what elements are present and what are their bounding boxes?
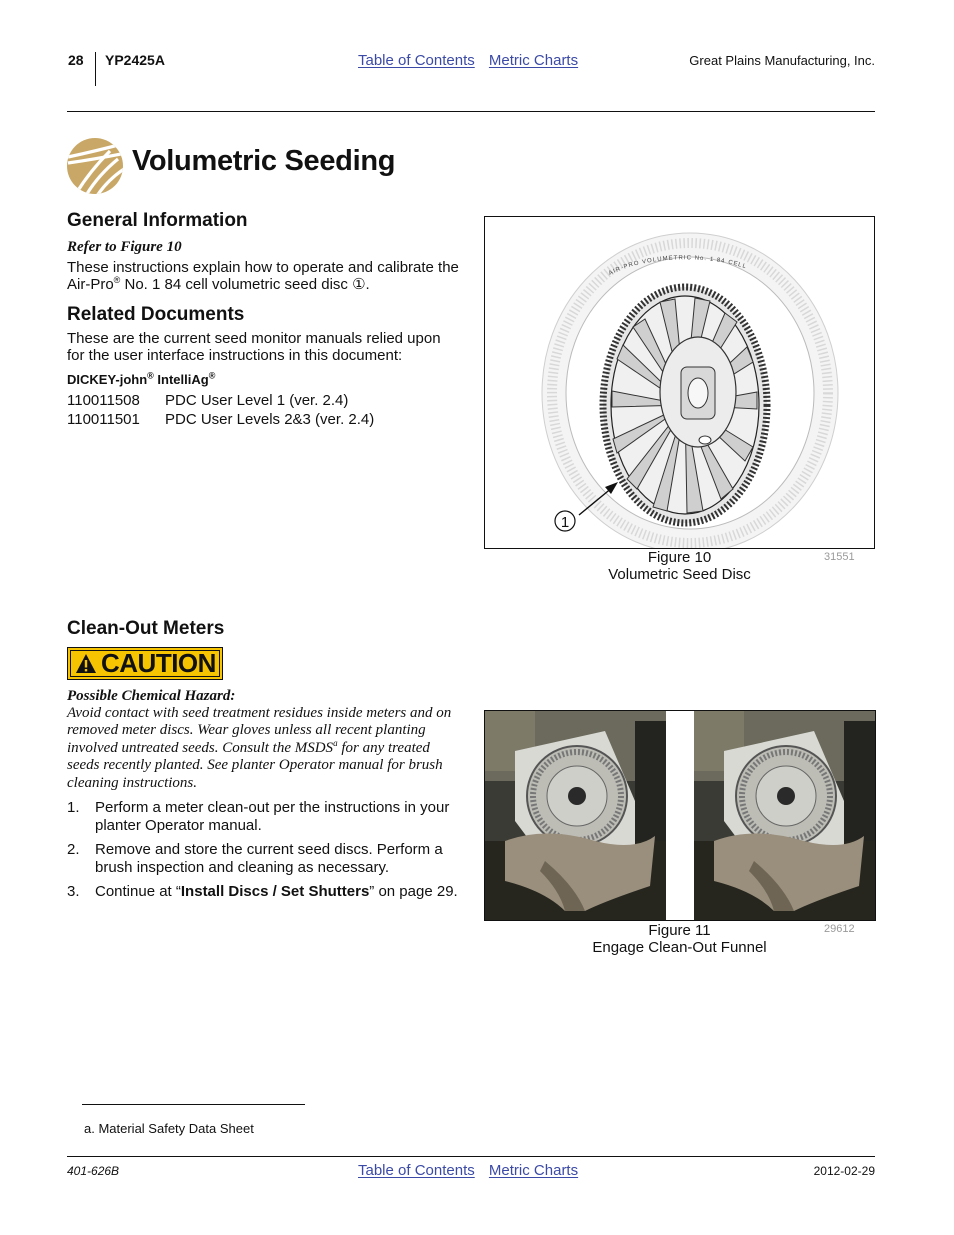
header-rule [67, 111, 875, 112]
company-name: Great Plains Manufacturing, Inc. [689, 53, 875, 68]
toc-link[interactable]: Table of Contents [358, 1162, 475, 1179]
footnote-rule [82, 1104, 305, 1105]
cross-reference: Install Discs / Set Shutters [180, 883, 370, 900]
warning-triangle-icon [75, 653, 97, 674]
figure-10-caption: Figure 10 Volumetric Seed Disc [608, 549, 751, 583]
footer-links [358, 1162, 588, 1179]
header-divider [95, 52, 96, 86]
great-plains-logo-icon [66, 137, 124, 195]
footnote-mark: a [333, 737, 338, 748]
step-list [67, 799, 462, 908]
figure-11-caption: Figure 11 Engage Clean-Out Funnel [592, 922, 767, 956]
caution-badge [67, 647, 223, 680]
caution-label: CAUTION [101, 648, 216, 678]
figure-callout-number: 1 [560, 514, 570, 531]
figure-11-image [484, 710, 876, 921]
related-docs-heading: Related Documents [67, 304, 245, 325]
document-id: YP2425A [105, 52, 165, 68]
general-info-text: These instructions explain how to operate and calibrate the Air-Pro® No. 1 84 cell volumetric seed disc ①. [67, 259, 459, 293]
metric-charts-link[interactable]: Metric Charts [488, 1162, 579, 1179]
clean-out-heading: Clean-Out Meters [67, 618, 225, 639]
callout-number: ① [352, 276, 366, 293]
hazard-title: Possible Chemical Hazard: [67, 688, 236, 704]
svg-text:AIR-PRO VOLUMETRIC No. 1 84 CE: AIR-PRO VOLUMETRIC No. 1 84 CELL [607, 255, 748, 277]
list-item: 2. Remove and store the current seed discs. Perform a brush inspection and cleaning as necessary. [67, 841, 443, 876]
page-number: 28 [68, 52, 84, 68]
general-info-heading: General Information [67, 210, 248, 231]
figure-11-number: 29612 [824, 923, 855, 935]
clean-out-funnel-photos [485, 711, 875, 920]
related-docs-text: These are the current seed monitor manuals relied upon for the user interface instructions in this document: [67, 330, 441, 364]
doc-row: 110011508 PDC User Level 1 (ver. 2.4) [67, 392, 349, 409]
figure-10-number: 31551 [824, 551, 855, 563]
footer-rule [67, 1156, 875, 1157]
toc-link[interactable]: Table of Contents [358, 52, 475, 69]
figure-reference: Refer to Figure 10 [67, 239, 182, 255]
page-title: Volumetric Seeding [132, 145, 396, 177]
monitor-brand: DICKEY-john® IntelliAg® [67, 370, 216, 387]
list-item: 3. Continue at “Install Discs / Set Shutters” on page 29. [67, 883, 458, 900]
footnote-text: a. Material Safety Data Sheet [84, 1121, 254, 1136]
header-links [358, 52, 588, 69]
seed-disc-illustration [485, 217, 874, 548]
metric-charts-link[interactable]: Metric Charts [488, 52, 579, 69]
list-item: 1. Perform a meter clean-out per the instructions in your planter Operator manual. [67, 799, 450, 834]
doc-row: 110011501 PDC User Levels 2&3 (ver. 2.4) [67, 411, 375, 428]
figure-10-image [484, 216, 875, 549]
footer-doc-number: 401-626B [67, 1164, 120, 1178]
footer-date: 2012-02-29 [813, 1164, 875, 1178]
hazard-text: Avoid contact with seed treatment residues inside meters and on removed meter discs. Wear gloves unless all recent planting involved untreated seeds. Consult the MSDS$^a$ for any treated seeds recently planted. See planter Operator manual for brush cleaning instructions. [67, 705, 452, 791]
